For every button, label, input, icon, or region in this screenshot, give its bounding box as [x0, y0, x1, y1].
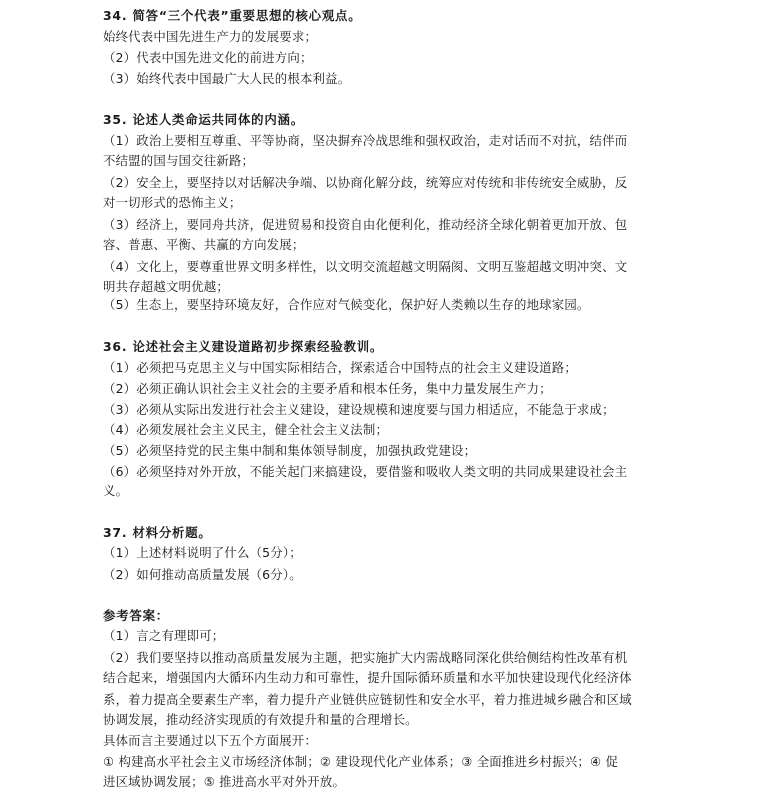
answer-line: 系，着力提高全要素生产率，着力提升产业链供应链韧性和安全水平，着力推进城乡融合和区域	[103, 692, 632, 707]
question-35-line: （4）文化上，要尊重世界文明多样性，以文明交流超越文明隔阂、文明互鉴超越文明冲突、文	[103, 259, 628, 274]
question-36-line: 义。	[103, 483, 129, 498]
question-35-line: 容、普惠、平衡、共赢的方向发展；	[103, 237, 305, 252]
answer-line: ① 构建高水平社会主义市场经济体制；② 建设现代化产业体系；③ 全面推进乡村振兴；④ 促	[103, 754, 619, 769]
question-36-line: （6）必须坚持对外开放，不能关起门来搞建设，要借鉴和吸收人类文明的共同成果建设社会主	[103, 464, 628, 479]
question-34-line: 始终代表中国先进生产力的发展要求；	[103, 29, 318, 44]
question-35-line: 明共存超越文明优越；	[103, 279, 229, 294]
question-36-line: （5）必须坚持党的民主集中制和集体领导制度，加强执政党建设；	[103, 443, 477, 458]
question-37-line: （2）如何推动高质量发展（6分）。	[103, 567, 302, 582]
answer-title: 参考答案：	[103, 608, 169, 623]
answer-line: （2）我们要坚持以推动高质量发展为主题，把实施扩大内需战略同深化供给侧结构性改革有机	[103, 650, 628, 665]
answer-line: 协调发展，推动经济实现质的有效提升和量的合理增长。	[103, 712, 418, 727]
answer-line: 结合起来，增强国内大循环内生动力和可靠性，提升国际循环质量和水平加快建设现代化经济体	[103, 670, 632, 685]
question-36-line: （2）必须正确认识社会主义社会的主要矛盾和根本任务，集中力量发展生产力；	[103, 381, 552, 396]
question-34-line: （3）始终代表中国最广大人民的根本利益。	[103, 71, 351, 86]
question-34-line: （2）代表中国先进文化的前进方向；	[103, 50, 313, 65]
question-35-title: 35. 论述人类命运共同体的内涵。	[103, 112, 304, 127]
answer-line: 进区域协调发展；⑤ 推进高水平对外开放。	[103, 774, 346, 789]
question-35-line: 不结盟的国与国交往新路；	[103, 153, 255, 168]
question-35-line: 对一切形式的恐怖主义；	[103, 195, 242, 210]
answer-line: 具体而言主要通过以下五个方面展开：	[103, 733, 318, 748]
question-35-line: （3）经济上，要同舟共济，促进贸易和投资自由化便利化，推动经济全球化朝着更加开放、包	[103, 217, 628, 232]
question-37-title: 37. 材料分析题。	[103, 525, 212, 540]
question-36-line: （1）必须把马克思主义与中国实际相结合，探索适合中国特点的社会主义建设道路；	[103, 360, 577, 375]
answer-line: （1）言之有理即可；	[103, 628, 225, 643]
question-35-line: （5）生态上，要坚持环境友好，合作应对气候变化，保护好人类赖以生存的地球家园。	[103, 297, 590, 312]
question-35-line: （1）政治上要相互尊重、平等协商，坚决摒弃冷战思维和强权政治，走对话而不对抗，结伴而	[103, 133, 628, 148]
question-37-line: （1）上述材料说明了什么（5分）；	[103, 545, 302, 560]
question-35-line: （2）安全上，要坚持以对话解决争端、以协商化解分歧，统筹应对传统和非传统安全威胁，反	[103, 175, 628, 190]
question-36-line: （3）必须从实际出发进行社会主义建设，建设规模和速度要与国力相适应，不能急于求成；	[103, 402, 615, 417]
question-34-title: 34. 简答“三个代表”重要思想的核心观点。	[103, 8, 362, 23]
question-36-title: 36. 论述社会主义建设道路初步探索经验教训。	[103, 339, 384, 354]
question-36-line: （4）必须发展社会主义民主，健全社会主义法制；	[103, 422, 389, 437]
